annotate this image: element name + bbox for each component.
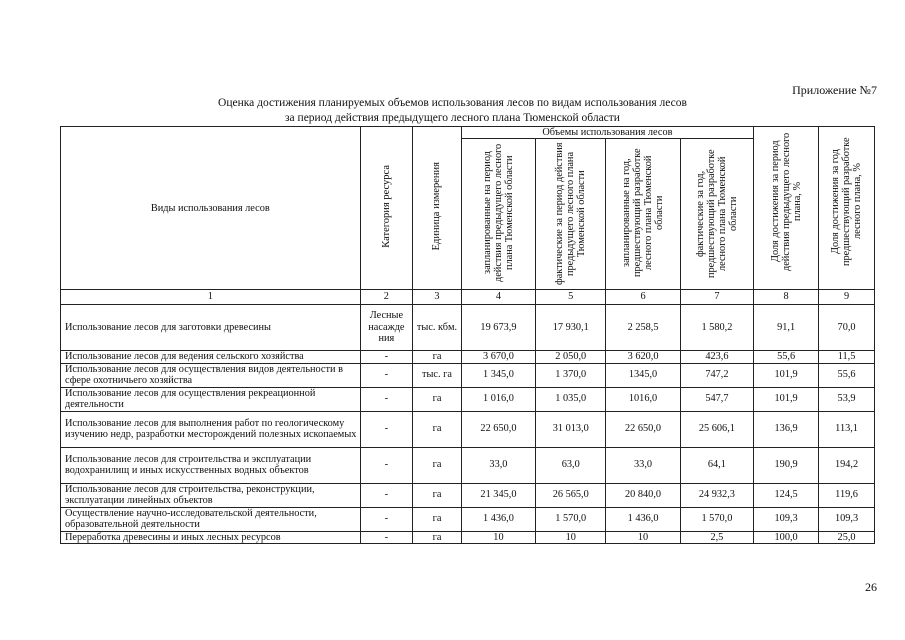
table-row — [61, 483, 875, 507]
category-cell: - — [360, 411, 413, 447]
share-period-cell: 101,9 — [754, 387, 819, 411]
actual-period-cell: 10 — [536, 531, 606, 544]
header-unit-text: Единица измерения — [431, 162, 443, 251]
unit-cell: га — [413, 531, 462, 544]
actual-year-cell: 64,1 — [680, 447, 753, 483]
column-number: 8 — [754, 290, 819, 305]
column-number: 7 — [680, 290, 753, 305]
header-actual-period-text: фактические за период действия предыдущего лесного плана Тюменской области — [554, 142, 588, 285]
actual-period-cell: 26 565,0 — [536, 483, 606, 507]
share-year-cell: 11,5 — [819, 351, 875, 364]
actual-year-cell: 24 932,3 — [680, 483, 753, 507]
share-year-cell: 119,6 — [819, 483, 875, 507]
actual-year-cell: 747,2 — [680, 363, 753, 387]
planned-year-cell: 20 840,0 — [606, 483, 680, 507]
planned-year-cell: 33,0 — [606, 447, 680, 483]
share-year-cell: 109,3 — [819, 507, 875, 531]
table-row — [61, 387, 875, 411]
category-cell: - — [360, 363, 413, 387]
table-title-line-2: за период действия предыдущего лесного плана Тюменской области — [285, 112, 620, 124]
share-year-cell: 25,0 — [819, 531, 875, 544]
use-type-cell: Использование лесов для осуществления видов деятельности в сфере охотничьего хозяйства — [61, 363, 361, 387]
planned-period-cell: 21 345,0 — [461, 483, 535, 507]
header-share-year-text: Доля достижения за год предшествующий разработке лесного плана, % — [830, 137, 864, 266]
planned-year-cell: 22 650,0 — [606, 411, 680, 447]
actual-period-cell: 17 930,1 — [536, 305, 606, 351]
share-period-cell: 101,9 — [754, 363, 819, 387]
planned-year-cell: 1 436,0 — [606, 507, 680, 531]
table-title-line-1: Оценка достижения планируемых объемов использования лесов по видам использования лесов — [218, 97, 687, 109]
actual-period-cell: 1 570,0 — [536, 507, 606, 531]
planned-year-cell: 3 620,0 — [606, 351, 680, 364]
actual-year-cell: 2,5 — [680, 531, 753, 544]
planned-period-cell: 1 345,0 — [461, 363, 535, 387]
column-number: 3 — [413, 290, 462, 305]
planned-year-cell: 1016,0 — [606, 387, 680, 411]
actual-period-cell: 1 370,0 — [536, 363, 606, 387]
use-type-cell: Использование лесов для ведения сельского хозяйства — [61, 351, 361, 364]
share-period-cell: 100,0 — [754, 531, 819, 544]
category-cell: Лесные насажде ния — [360, 305, 413, 351]
actual-year-cell: 423,6 — [680, 351, 753, 364]
column-number: 4 — [461, 290, 535, 305]
header-planned-period-text: запланированные на период действия предыдущего лесного плана Тюменской области — [481, 143, 515, 282]
category-cell: - — [360, 387, 413, 411]
header-use-type: Виды использования лесов — [61, 127, 361, 290]
share-period-cell: 136,9 — [754, 411, 819, 447]
planned-period-cell: 22 650,0 — [461, 411, 535, 447]
header-planned-year-text: запланированные на год, предшествующий разработке лесного плана Тюменской области — [621, 148, 666, 277]
actual-year-cell: 547,7 — [680, 387, 753, 411]
appendix-label: Приложение №7 — [792, 83, 877, 97]
category-cell: - — [360, 447, 413, 483]
planned-year-cell: 2 258,5 — [606, 305, 680, 351]
table-row — [61, 411, 875, 447]
column-number-row — [61, 290, 875, 305]
column-number: 5 — [536, 290, 606, 305]
table-row — [61, 351, 875, 364]
table-row — [61, 447, 875, 483]
share-period-cell: 190,9 — [754, 447, 819, 483]
use-type-cell: Использование лесов для выполнения работ по геологическому изучению недр, разработки месторождений полезных ископаемых — [61, 411, 361, 447]
unit-cell: га — [413, 507, 462, 531]
planned-year-cell: 1345,0 — [606, 363, 680, 387]
table-row — [61, 305, 875, 351]
header-volumes-group: Объемы использования лесов — [461, 127, 753, 139]
header-planned-year — [606, 139, 680, 290]
use-type-cell: Использование лесов для заготовки древесины — [61, 305, 361, 351]
use-type-cell: Осуществление научно-исследовательской деятельности, образовательной деятельности — [61, 507, 361, 531]
share-year-cell: 53,9 — [819, 387, 875, 411]
planned-period-cell: 3 670,0 — [461, 351, 535, 364]
use-type-cell: Использование лесов для строительства и эксплуатации водохранилищ и иных искусственных водных объектов — [61, 447, 361, 483]
actual-year-cell: 1 570,0 — [680, 507, 753, 531]
actual-period-cell: 31 013,0 — [536, 411, 606, 447]
category-cell: - — [360, 483, 413, 507]
use-type-cell: Использование лесов для осуществления рекреационной деятельности — [61, 387, 361, 411]
share-period-cell: 124,5 — [754, 483, 819, 507]
category-cell: - — [360, 507, 413, 531]
category-cell: - — [360, 531, 413, 544]
use-type-cell: Переработка древесины и иных лесных ресурсов — [61, 531, 361, 544]
header-share-period-text: Доля достижения за период действия предыдущего лесного плана, % — [769, 132, 803, 271]
header-actual-year-text: фактические за год, предшествующий разработке лесного плана Тюменской области — [694, 149, 739, 278]
header-actual-year — [680, 139, 753, 290]
column-number: 1 — [61, 290, 361, 305]
planned-year-cell: 10 — [606, 531, 680, 544]
share-year-cell: 194,2 — [819, 447, 875, 483]
category-cell: - — [360, 351, 413, 364]
share-period-cell: 91,1 — [754, 305, 819, 351]
share-period-cell: 55,6 — [754, 351, 819, 364]
actual-year-cell: 1 580,2 — [680, 305, 753, 351]
actual-period-cell: 1 035,0 — [536, 387, 606, 411]
unit-cell: тыс. га — [413, 363, 462, 387]
forest-use-table — [60, 126, 875, 544]
planned-period-cell: 1 436,0 — [461, 507, 535, 531]
table-row — [61, 507, 875, 531]
planned-period-cell: 33,0 — [461, 447, 535, 483]
header-share-year — [819, 127, 875, 290]
table-row — [61, 363, 875, 387]
page-number: 26 — [865, 580, 877, 594]
header-actual-period — [536, 139, 606, 290]
column-number: 2 — [360, 290, 413, 305]
share-year-cell: 55,6 — [819, 363, 875, 387]
table-row — [61, 531, 875, 544]
unit-cell: га — [413, 411, 462, 447]
header-share-period — [754, 127, 819, 290]
share-period-cell: 109,3 — [754, 507, 819, 531]
unit-cell: га — [413, 387, 462, 411]
planned-period-cell: 1 016,0 — [461, 387, 535, 411]
planned-period-cell: 10 — [461, 531, 535, 544]
actual-period-cell: 2 050,0 — [536, 351, 606, 364]
share-year-cell: 70,0 — [819, 305, 875, 351]
actual-year-cell: 25 606,1 — [680, 411, 753, 447]
header-category-text: Категория ресурса — [380, 165, 392, 248]
use-type-cell: Использование лесов для строительства, реконструкции, эксплуатации линейных объектов — [61, 483, 361, 507]
unit-cell: тыс. кбм. — [413, 305, 462, 351]
unit-cell: га — [413, 351, 462, 364]
column-number: 9 — [819, 290, 875, 305]
header-planned-period — [461, 139, 535, 290]
actual-period-cell: 63,0 — [536, 447, 606, 483]
share-year-cell: 113,1 — [819, 411, 875, 447]
planned-period-cell: 19 673,9 — [461, 305, 535, 351]
unit-cell: га — [413, 447, 462, 483]
unit-cell: га — [413, 483, 462, 507]
column-number: 6 — [606, 290, 680, 305]
header-unit — [413, 127, 462, 290]
header-category — [360, 127, 413, 290]
